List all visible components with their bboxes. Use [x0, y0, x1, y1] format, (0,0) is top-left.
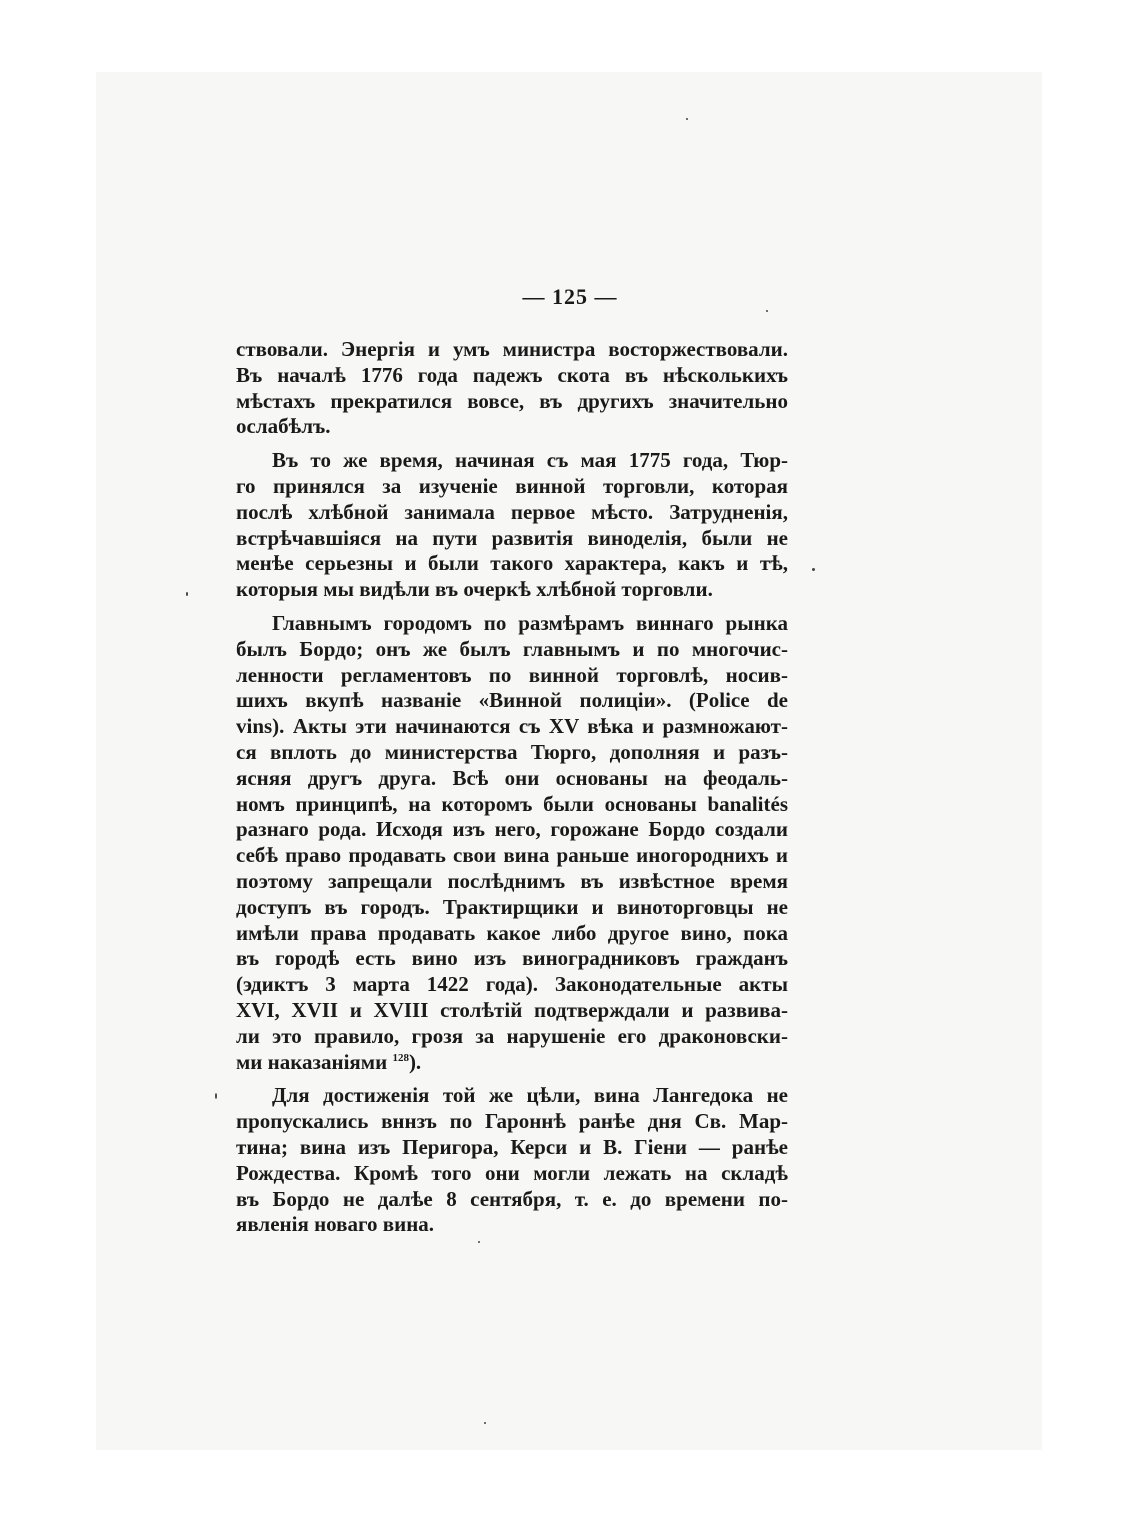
- text-line: доступъ въ городъ. Трактирщики и виноторговцы не: [236, 894, 788, 919]
- text-line-tail: ).: [408, 1049, 422, 1074]
- text-line: мѣстахъ прекратился вовсе, въ другихъ значительно: [236, 388, 788, 413]
- text-line: ли это правило, грозя за нарушеніе его драконовски-: [236, 1023, 788, 1048]
- footnote-reference[interactable]: 128: [392, 1051, 409, 1064]
- text-line: былъ Бордо; онъ же былъ главнымъ и по многочис-: [236, 636, 788, 661]
- scan-speck: [484, 1422, 486, 1424]
- text-line: Для достиженія той же цѣли, вина Лангедока не: [272, 1083, 788, 1108]
- text-line: которыя мы видѣли въ очеркѣ хлѣбной торговли.: [236, 577, 713, 602]
- body-text: [236, 337, 788, 1238]
- text-line: ясняя другъ друга. Всѣ они основаны на феодаль-: [236, 765, 788, 790]
- text-line: XVI, XVII и XVIII столѣтій подтверждали и развива-: [236, 997, 788, 1022]
- paragraph-3: [236, 611, 788, 1075]
- text-line: въ Бордо не далѣе 8 сентября, т. е. до времени по-: [236, 1186, 788, 1211]
- text-line: встрѣчавшіяся на пути развитія виноделія, были не: [236, 525, 788, 550]
- page-number: — 125 —: [522, 284, 618, 309]
- text-line: ся вплоть до министерства Тюрго, дополняя и разъ-: [236, 739, 788, 764]
- text-line: ослабѣлъ.: [236, 414, 331, 439]
- text-line: шихъ вкупѣ названіе «Винной полиціи». (Police de: [236, 688, 788, 713]
- text-line: имѣли права продавать какое либо другое вино, пока: [236, 920, 788, 945]
- text-line: (эдиктъ 3 марта 1422 года). Законодательные акты: [236, 972, 788, 997]
- text-line: Въ началѣ 1776 года падежъ скота въ нѣсколькихъ: [236, 362, 788, 387]
- text-line: ленности регламентовъ по винной торговлѣ, носив-: [236, 662, 788, 687]
- scan-speck: [686, 118, 688, 120]
- text-line-content: ми наказаніями: [236, 1049, 388, 1074]
- text-line: себѣ право продавать свои вина раньше иногороднихъ и: [236, 843, 788, 868]
- paragraph-1: [236, 337, 788, 440]
- text-line: послѣ хлѣбной занимала первое мѣсто. Затрудненія,: [236, 499, 788, 524]
- paragraph-2: [236, 448, 788, 603]
- scan-speck: [766, 310, 768, 312]
- text-line: vins). Акты эти начинаются съ XV вѣка и размножают-: [236, 714, 788, 739]
- text-line: пропускались вннзъ по Гароннѣ ранѣе дня Св. Мар-: [236, 1109, 788, 1134]
- scan-speck: [215, 1093, 217, 1099]
- text-line: поэтому запрещали послѣднимъ въ извѣстное время: [236, 868, 788, 893]
- text-line: явленія новаго вина.: [236, 1212, 435, 1237]
- text-line: разнаго рода. Исходя изъ него, горожане Бордо создали: [236, 817, 788, 842]
- text-line: въ городѣ есть вино изъ виноградниковъ гражданъ: [236, 946, 788, 971]
- scan-speck: [186, 592, 188, 596]
- paragraph-4: [236, 1083, 788, 1238]
- text-line: Рождества. Кромѣ того они могли лежать на складѣ: [236, 1160, 788, 1185]
- scan-speck: [478, 1241, 480, 1243]
- text-line: менѣе серьезны и были такого характера, какъ и тѣ,: [236, 551, 788, 576]
- text-line: Главнымъ городомъ по размѣрамъ виннаго рынка: [272, 610, 788, 635]
- text-line: [236, 1050, 788, 1076]
- text-line: тина; вина изъ Перигора, Керси и В. Гіени — ранѣе: [236, 1134, 788, 1159]
- text-line: ствовали. Энергія и умъ министра восторжествовали.: [236, 337, 788, 361]
- text-line: Въ то же время, начиная съ мая 1775 года, Тюр-: [272, 448, 788, 473]
- scan-speck: [812, 568, 815, 571]
- text-line: го принялся за изученіе винной торговли, которая: [236, 473, 788, 498]
- text-line: номъ принципѣ, на которомъ были основаны banalités: [236, 791, 788, 816]
